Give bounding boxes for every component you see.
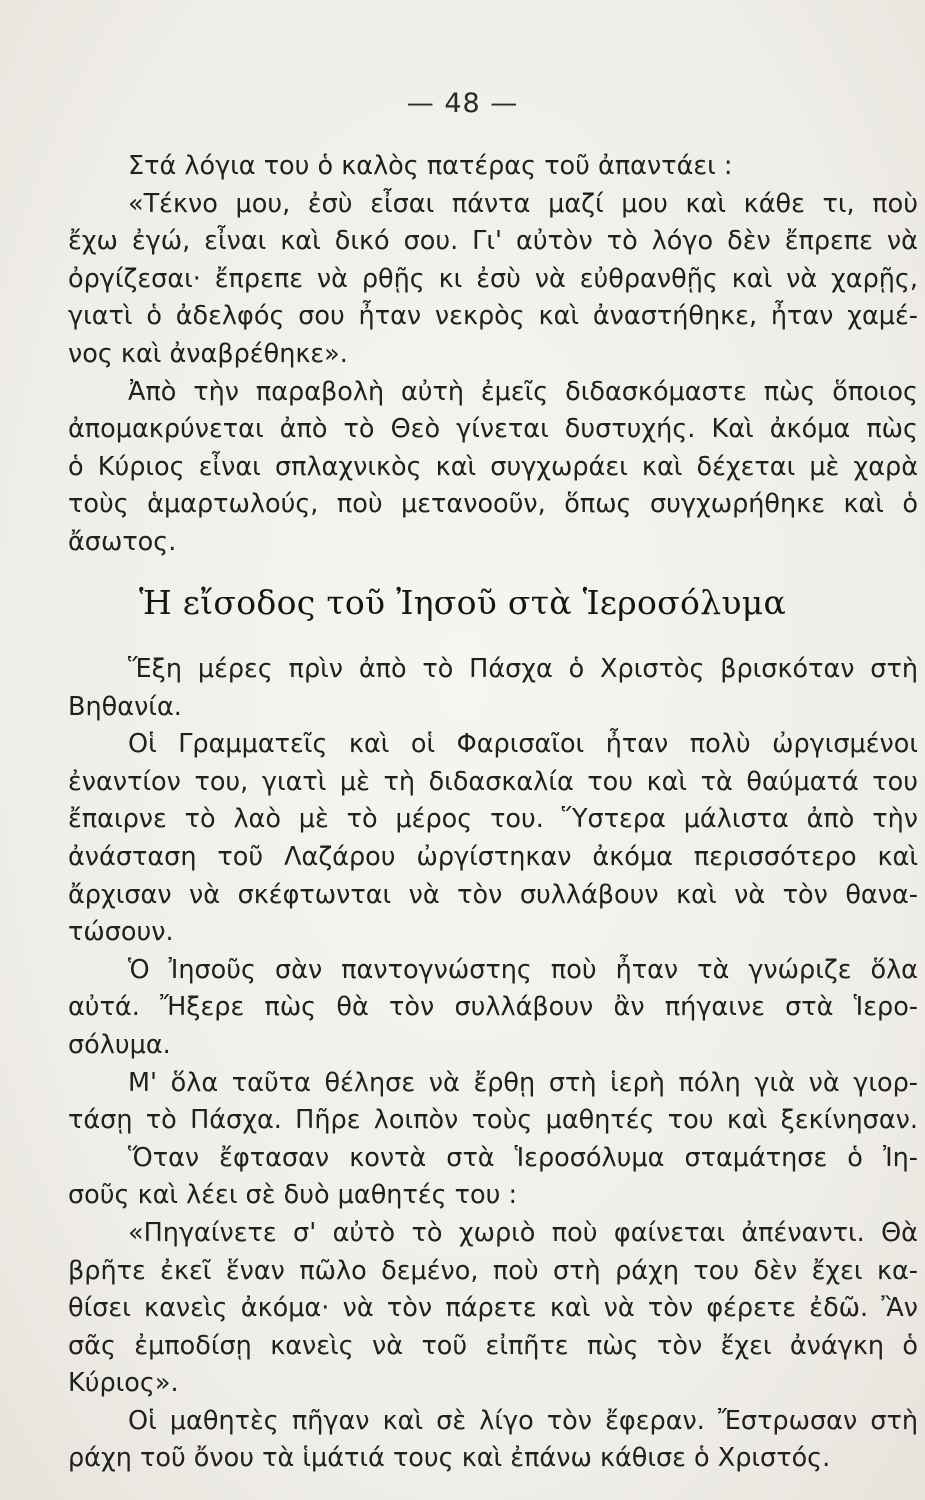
text-line: ὀργίζεσαι· ἔπρεπε νὰ ρθῇς κι ἐσὺ νὰ εὐθρανθῇς καὶ νὰ χαρῇς, xyxy=(68,263,918,294)
text-line: γιατὶ ὁ ἀδελφός σου ἦταν νεκρὸς καὶ ἀναστήθηκε, ἦταν χαμέ- xyxy=(68,301,918,332)
text-line: «Πηγαίνετε σ' αὐτὸ τὸ χωριὸ ποὺ φαίνεται ἀπέναντι. Θὰ xyxy=(128,1217,918,1248)
text-line: σόλυμα. xyxy=(68,1029,171,1060)
text-line: ἀνάσταση τοῦ Λαζάρου ὠργίστηκαν ἀκόμα περισσότερο καὶ xyxy=(68,841,918,872)
text-line: ὁ Κύριος εἶναι σπλαχνικὸς καὶ συγχωράει καὶ δέχεται μὲ χαρὰ xyxy=(68,451,918,482)
text-line: Ἕξη μέρες πρὶν ἀπὸ τὸ Πάσχα ὁ Χριστὸς βρισκόταν στὴ xyxy=(128,654,918,684)
text-line: νος καὶ ἀναβρέθηκε». xyxy=(68,338,348,369)
text-line: ἄρχισαν νὰ σκέφτωνται νὰ τὸν συλλάβουν καὶ νὰ τὸν θανα- xyxy=(68,879,918,910)
text-line: ἄσωτος. xyxy=(68,526,177,557)
text-line: ἐναντίον του, γιατὶ μὲ τὴ διδασκαλία του καὶ τὰ θαύματά του xyxy=(68,766,918,797)
section-title: Ἡ εἴσοδος τοῦ Ἰησοῦ στὰ Ἱεροσόλυμα xyxy=(138,583,787,622)
text-line: σοῦς καὶ λέει σὲ δυὸ μαθητές του : xyxy=(68,1180,518,1211)
text-line: Οἱ μαθητὲς πῆγαν καὶ σὲ λίγο τὸν ἔφεραν. Ἔστρωσαν στὴ xyxy=(128,1405,918,1436)
text-line: «Τέκνο μου, ἐσὺ εἶσαι πάντα μαζί μου καὶ κάθε τι, ποὺ xyxy=(128,188,918,219)
text-line: Κύριος». xyxy=(68,1368,179,1399)
text-line: τάσῃ τὸ Πάσχα. Πῆρε λοιπὸν τοὺς μαθητές του καὶ ξεκίνησαν. xyxy=(68,1105,918,1136)
text-line: Ὁ Ἰησοῦς σὰν παντογνώστης ποὺ ἦταν τὰ γνώριζε ὅλα xyxy=(128,954,918,985)
text-line: θίσει κανεὶς ἀκόμα· νὰ τὸν πάρετε καὶ νὰ τὸν φέρετε ἐδῶ. Ἂν xyxy=(68,1293,918,1324)
text-line: ράχη τοῦ ὄνου τὰ ἱμάτιά τους καὶ ἐπάνω κάθισε ὁ Χριστός. xyxy=(68,1443,831,1474)
paragraph-block-parable-ending xyxy=(68,148,918,562)
text-line: Ἀπὸ τὴν παραβολὴ αὐτὴ ἐμεῖς διδασκόμαστε πὼς ὅποιος xyxy=(128,376,918,407)
text-line: τοὺς ἁμαρτωλούς, ποὺ μετανοοῦν, ὅπως συγχωρήθηκε καὶ ὁ xyxy=(68,489,918,520)
text-line: Μ' ὅλα ταῦτα θέλησε νὰ ἔρθῃ στὴ ἱερὴ πόλη γιὰ νὰ γιορ- xyxy=(128,1067,918,1098)
page-number: — 48 — xyxy=(406,88,519,119)
paragraph-block-entry-jerusalem xyxy=(68,651,918,1478)
text-line: σᾶς ἐμποδίσῃ κανεὶς νὰ τοῦ εἰπῆτε πὼς τὸν ἔχει ἀνάγκη ὁ xyxy=(68,1330,918,1361)
text-line: Βηθανία. xyxy=(68,691,182,722)
text-line: ἔχω ἐγώ, εἶναι καὶ δικό σου. Γι' αὐτὸν τὸ λόγο δὲν ἔπρεπε νὰ xyxy=(68,226,918,257)
text-line: Ὅταν ἔφτασαν κοντὰ στὰ Ἱεροσόλυμα σταμάτησε ὁ Ἰη- xyxy=(128,1142,918,1173)
text-line: ἀπομακρύνεται ἀπὸ τὸ Θεὸ γίνεται δυστυχής. Καὶ ἀκόμα πὼς xyxy=(68,414,918,445)
text-line: ἔπαιρνε τὸ λαὸ μὲ τὸ μέρος του. Ὕστερα μάλιστα ἀπὸ τὴν xyxy=(68,804,918,835)
text-line: τώσουν. xyxy=(68,917,174,948)
text-line: Στά λόγια του ὁ καλὸς πατέρας τοῦ ἀπαντάει : xyxy=(128,151,733,181)
text-line: Οἱ Γραμματεῖς καὶ οἱ Φαρισαῖοι ἦταν πολὺ ὠργισμένοι xyxy=(128,729,918,760)
text-line: βρῆτε ἐκεῖ ἕναν πῶλο δεμένο, ποὺ στὴ ράχη του δὲν ἔχει κα- xyxy=(68,1255,918,1286)
text-line: αὐτά. Ἤξερε πὼς θὰ τὸν συλλάβουν ἂν πήγαινε στὰ Ἱερο- xyxy=(68,992,918,1023)
